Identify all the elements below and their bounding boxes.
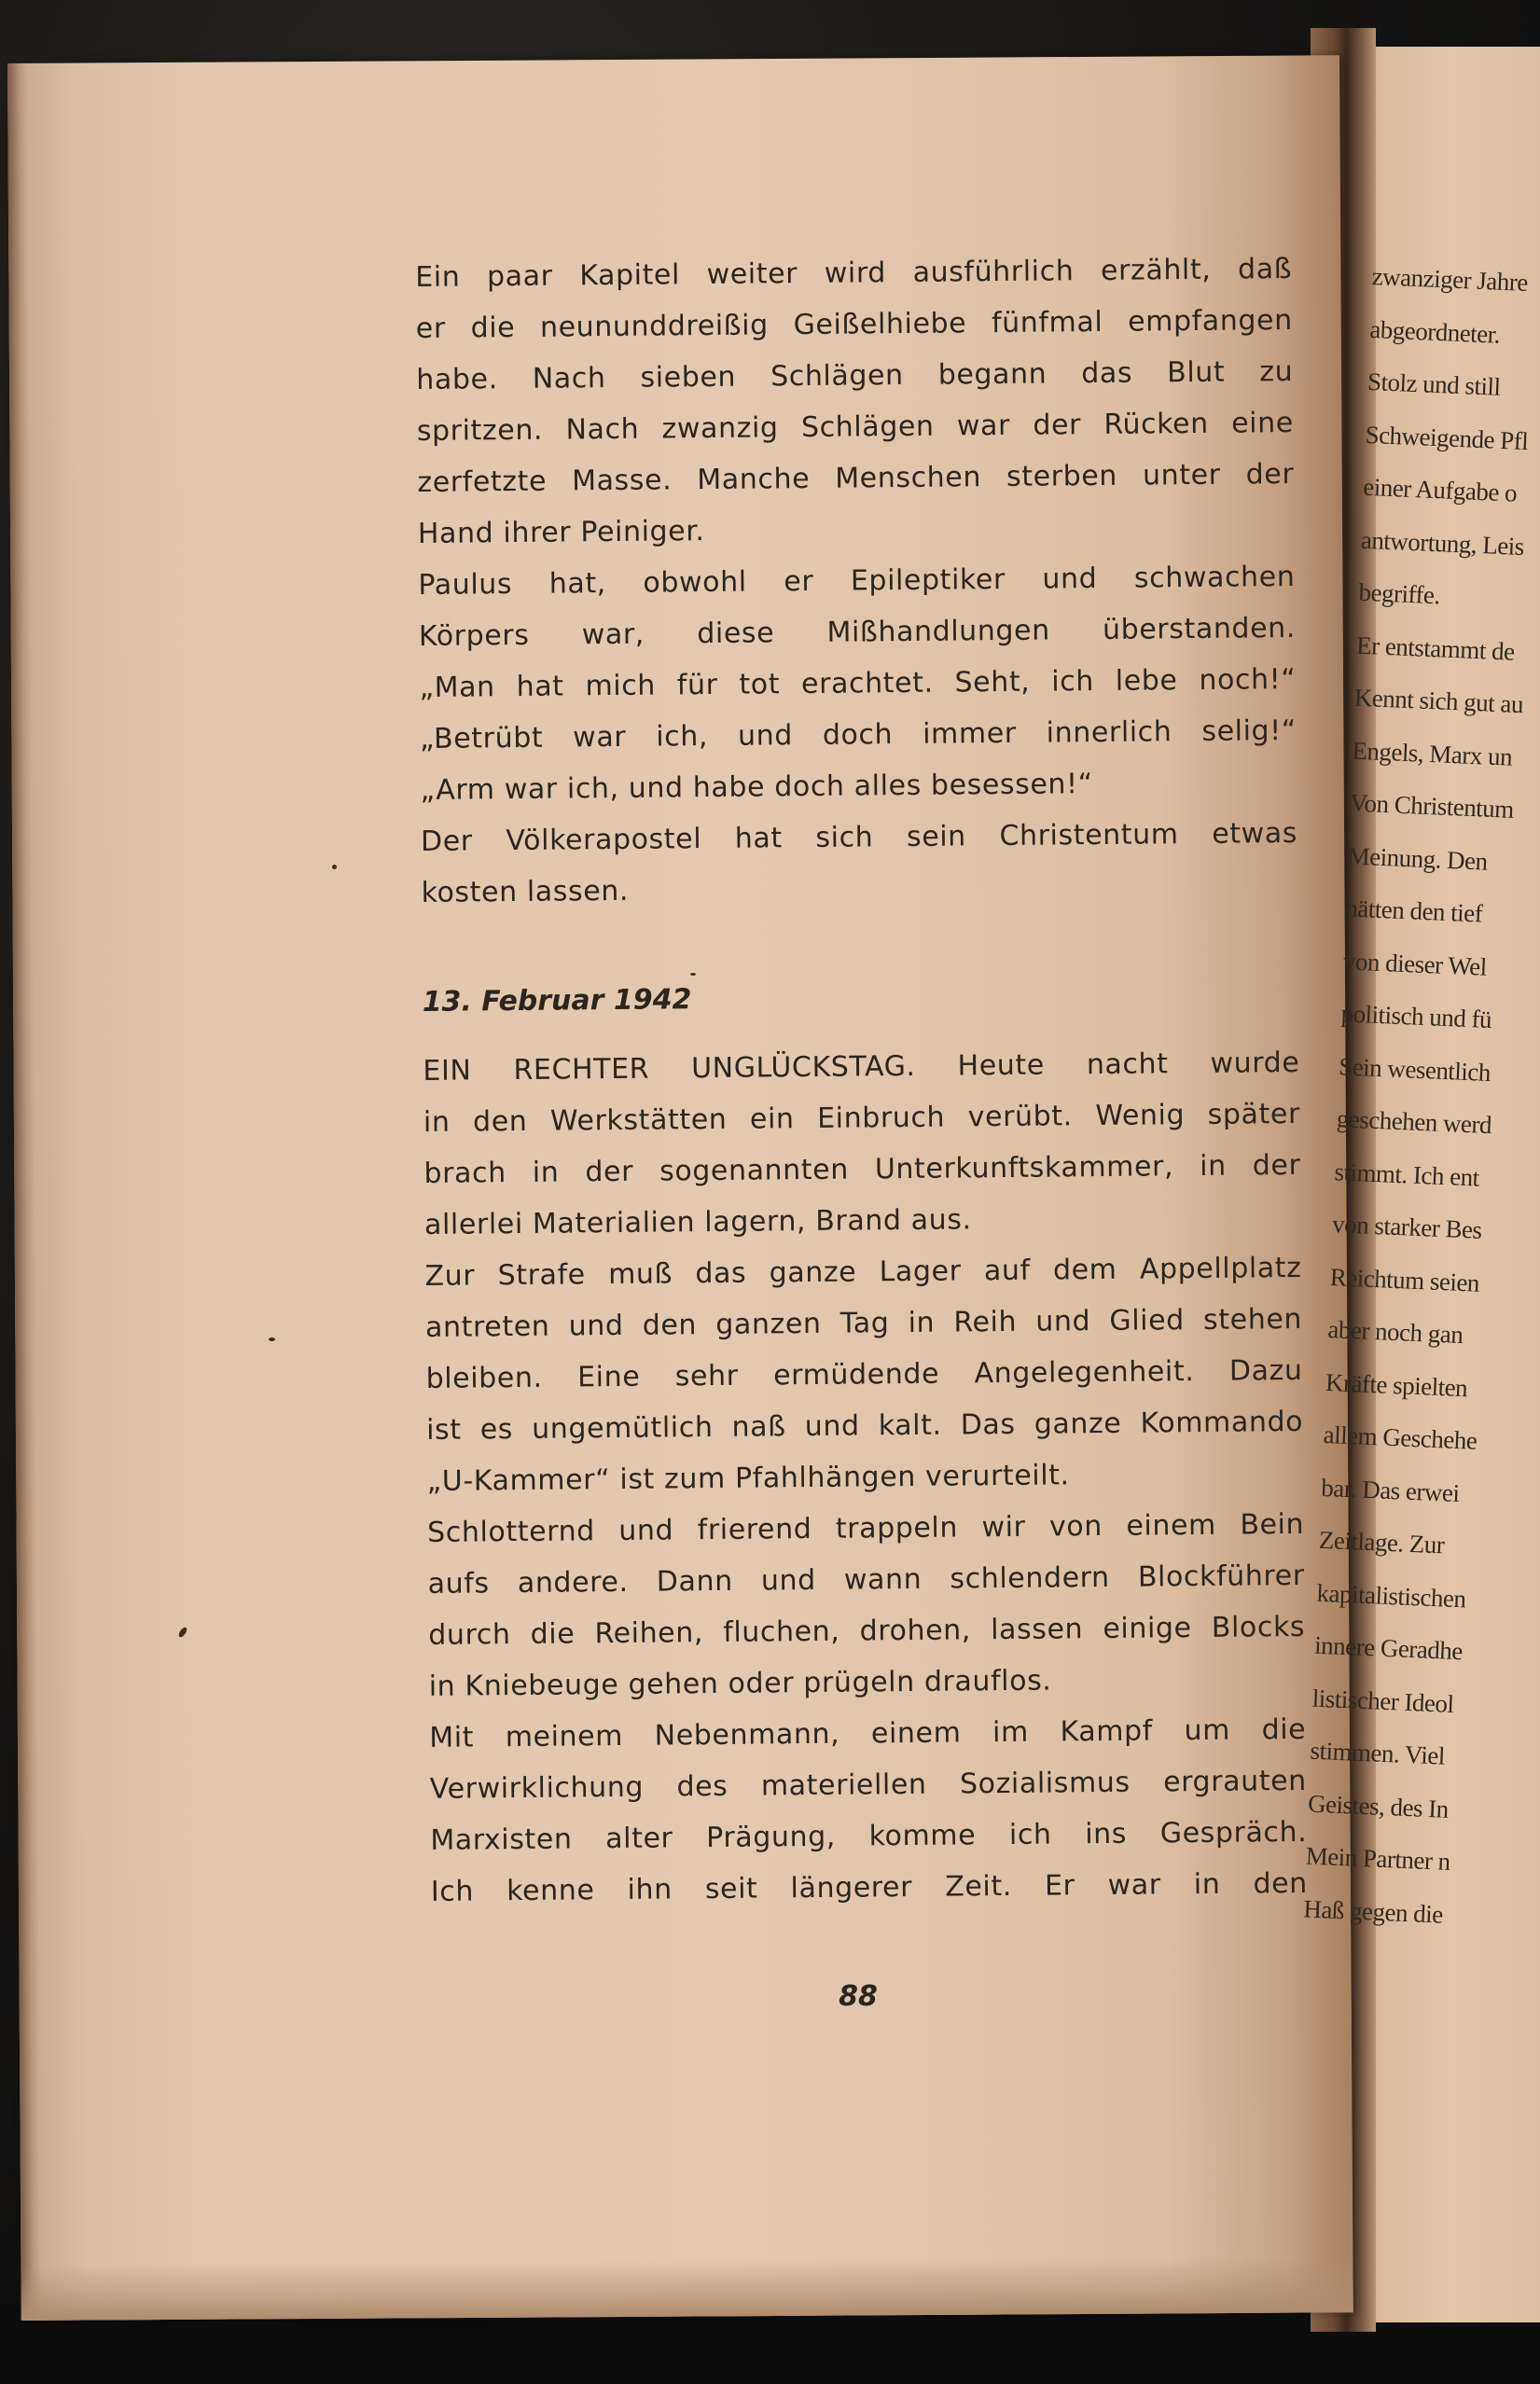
text-line: politisch und fü: [1340, 999, 1492, 1034]
text-line: Von Christentum: [1349, 788, 1515, 824]
text-line: Kennt sich gut au: [1353, 683, 1524, 719]
text-line: Schlotternd und frierend trappeln wir von einem Bein: [427, 1507, 1305, 1549]
text-line: kosten lassen.: [421, 874, 630, 909]
text-line: allem Geschehe: [1323, 1420, 1478, 1455]
text-line: „U-Kammer“ ist zum Pfahlhängen verurteilt.: [426, 1459, 1070, 1498]
text-line: Mit meinem Nebenmann, einem im Kampf um die: [429, 1712, 1307, 1754]
text-line: Verwirklichung des materiellen Sozialismus ergrauten: [429, 1764, 1307, 1806]
text-line: EIN RECHTER UNGLÜCKSTAG. Heute nacht wurde: [423, 1046, 1300, 1088]
text-line: allerlei Materialien lagern, Brand aus.: [423, 1203, 972, 1241]
text-line: Mein Partner n: [1305, 1841, 1451, 1876]
text-line: bar. Das erwei: [1320, 1473, 1461, 1507]
text-line: habe. Nach sieben Schlägen begann das Blut zu: [416, 354, 1294, 396]
text-line: „Betrübt war ich, und doch immer innerlich selig!“: [419, 714, 1297, 755]
text-line: Kräfte spielten: [1325, 1367, 1468, 1402]
text-line: Marxisten alter Prägung, komme ich ins Gespräch.: [430, 1815, 1308, 1857]
text-line: er die neununddreißig Geißelhiebe fünfmal empfangen: [415, 303, 1293, 345]
text-line: hätten den tief: [1344, 894, 1483, 928]
text-line: Hand ihrer Peiniger.: [417, 515, 705, 550]
text-line: begriffe.: [1358, 577, 1441, 610]
text-line: aufs andere. Dann und wann schlendern Blockführer: [427, 1559, 1305, 1601]
text-line: Zur Strafe muß das ganze Lager auf dem Appellplatz: [424, 1251, 1302, 1293]
text-line: bleiben. Eine sehr ermüdende Angelegenheit. Dazu: [425, 1353, 1303, 1395]
text-line: Sein wesentlich: [1338, 1051, 1491, 1087]
text-line: von dieser Wel: [1342, 946, 1488, 981]
text-line: aber noch gan: [1326, 1314, 1464, 1350]
text-line: zerfetzte Masse. Manche Menschen sterben unter der: [417, 457, 1295, 499]
text-line: Er entstammt de: [1355, 631, 1516, 666]
text-line: spritzen. Nach zwanzig Schlägen war der Rücken eine: [416, 406, 1294, 448]
text-line: Schweigende Pfl: [1365, 420, 1529, 455]
text-line: Der Völkerapostel hat sich sein Christentum etwas: [420, 816, 1298, 858]
paper-speck: [332, 865, 337, 869]
text-line: Stolz und still: [1367, 367, 1502, 401]
text-line: „Man hat mich für tot erachtet. Seht, ich lebe noch!“: [419, 662, 1297, 704]
text-line: einer Aufgabe o: [1362, 472, 1518, 507]
text-line: zwanziger Jahre: [1371, 261, 1529, 297]
text-line: ist es ungemütlich naß und kalt. Das ganze Kommando: [425, 1405, 1304, 1447]
text-line: Engels, Marx un: [1351, 736, 1513, 771]
text-line: Ein paar Kapitel weiter wird ausführlich erzählt, daß: [415, 252, 1293, 294]
text-line: stimmen. Viel: [1309, 1736, 1446, 1770]
text-line: Haß gegen die: [1302, 1893, 1444, 1929]
text-line: stimmt. Ich ent: [1333, 1157, 1480, 1192]
text-line: Reichtum seien: [1329, 1262, 1480, 1297]
text-line: geschehen werd: [1336, 1104, 1492, 1140]
text-line: Paulus hat, obwohl er Epileptiker und schwachen: [418, 560, 1296, 602]
page-number: 88: [839, 1980, 878, 2013]
text-line: Meinung. Den: [1347, 840, 1489, 876]
text-line: innere Geradhe: [1313, 1630, 1464, 1666]
text-line: in Kniebeuge gehen oder prügeln drauflos.: [428, 1664, 1052, 1703]
left-page-text: [415, 243, 1308, 1918]
text-line: von starker Bes: [1331, 1210, 1483, 1244]
text-line: brach in der sogenannten Unterkunftskammer, in der: [423, 1148, 1301, 1190]
text-line: antreten und den ganzen Tag in Reih und Glied stehen: [424, 1302, 1303, 1344]
date-heading: 13. Februar 1942: [422, 983, 692, 1019]
text-line: antwortung, Leis: [1360, 525, 1525, 561]
text-line: listischer Ideol: [1311, 1684, 1455, 1718]
paper-speck: [269, 1338, 275, 1341]
text-line: durch die Reihen, fluchen, drohen, lassen einige Blocks: [428, 1610, 1306, 1652]
text-line: Ich kenne ihn seit längerer Zeit. Er war in den: [430, 1866, 1309, 1908]
text-line: Geistes, des In: [1307, 1789, 1450, 1823]
text-line: Zeitlage. Zur: [1318, 1525, 1445, 1559]
text-line: „Arm war ich, und habe doch alles besessen!“: [420, 768, 1094, 807]
section-gap: [422, 910, 1299, 975]
text-line: abgeordneter.: [1368, 314, 1501, 349]
text-line: kapitalistischen: [1316, 1578, 1467, 1613]
text-line: in den Werkstätten ein Einbruch verübt. Wenig später: [423, 1097, 1301, 1139]
text-line: Körpers war, diese Mißhandlungen überstanden.: [418, 611, 1297, 653]
